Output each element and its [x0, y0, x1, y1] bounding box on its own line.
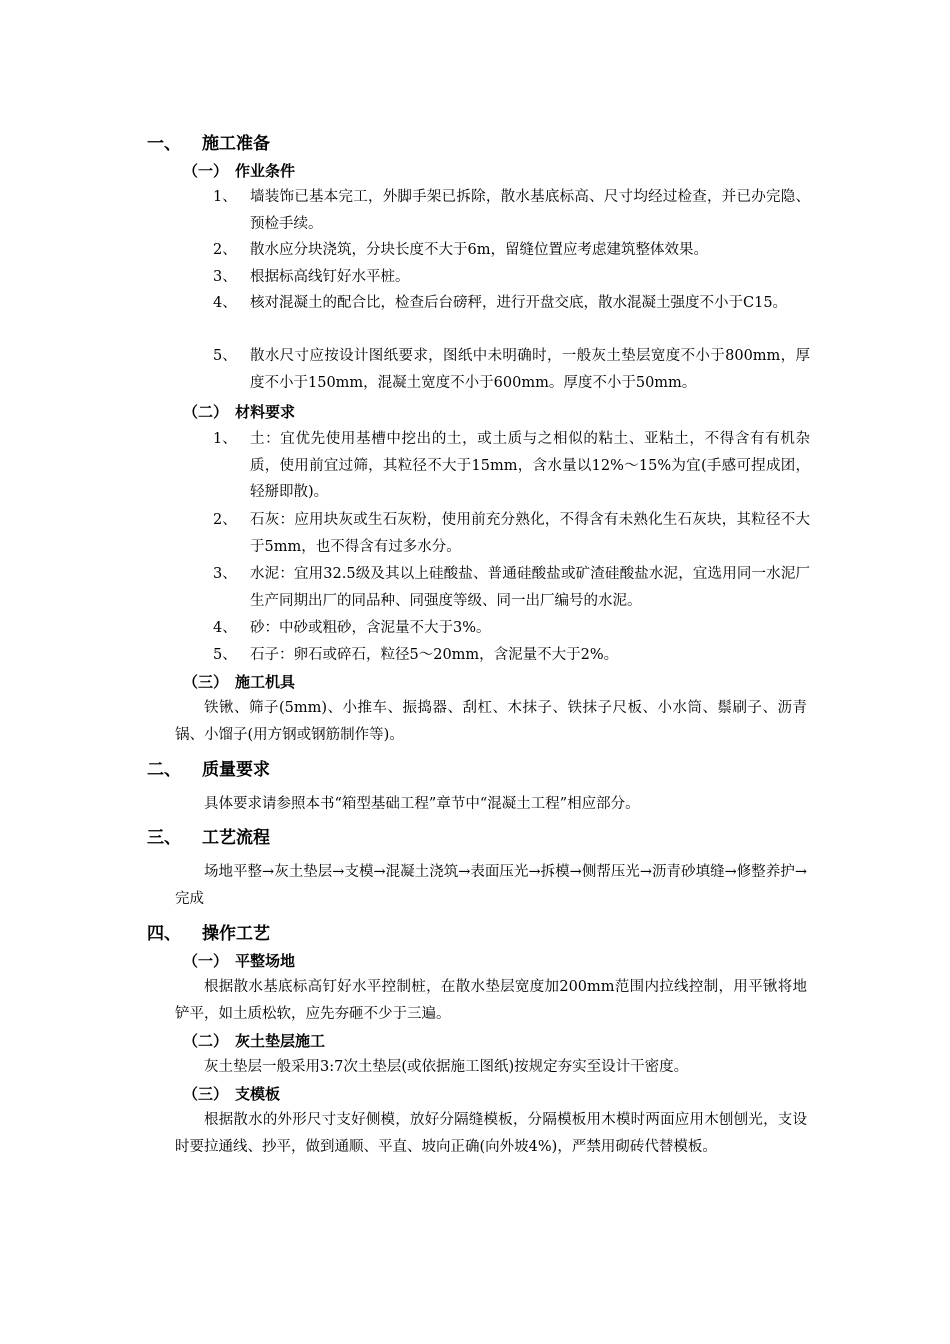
section-number: 四、	[147, 924, 181, 944]
subsection-number: （二）	[183, 1032, 229, 1050]
item-text: 根据标高线钉好水平桩。	[250, 269, 410, 285]
section-title: 工艺流程	[202, 828, 270, 848]
subsection-title: 平整场地	[235, 952, 296, 970]
item-number: 3、	[213, 269, 237, 285]
item-text: 石子：卵石或碎石，粒径5～20mm，含泥量不大于2%。	[250, 647, 619, 663]
subsection-number: （三）	[183, 1085, 229, 1103]
item-number: 4、	[213, 620, 237, 636]
subsection-number: （一）	[183, 162, 229, 180]
section-title: 质量要求	[202, 760, 270, 780]
item-number: 5、	[213, 348, 237, 364]
item-number: 5、	[213, 647, 237, 663]
subsection-title: 材料要求	[235, 403, 296, 421]
subsection-number: （二）	[183, 403, 229, 421]
item-number: 3、	[213, 566, 237, 582]
subsection-title: 灰土垫层施工	[235, 1032, 326, 1050]
item-text: 散水尺寸应按设计图纸要求，图纸中未明确时，一般灰土垫层宽度不小于800mm，厚度不小于150mm，混凝土宽度不小于600mm。厚度不小于50mm。	[250, 348, 810, 391]
paragraph: 铁锹、筛子(5mm)、小推车、振捣器、刮杠、木抹子、铁抹子尺板、小水筒、鬃刷子、沥青锅、小馏子(用方钢或钢筋制作等)。	[175, 700, 807, 743]
item-number: 2、	[213, 512, 237, 528]
item-number: 1、	[213, 431, 237, 447]
item-number: 4、	[213, 295, 237, 311]
subsection-number: （三）	[183, 673, 229, 691]
paragraph: 场地平整→灰土垫层→支模→混凝土浇筑→表面压光→拆模→侧帮压光→沥青砂填缝→修整养护→完成	[175, 864, 807, 907]
subsection-title: 作业条件	[235, 162, 296, 180]
section-title: 施工准备	[202, 134, 270, 154]
item-text: 核对混凝土的配合比，检查后台磅秤，进行开盘交底，散水混凝土强度不小于C15。	[250, 295, 788, 311]
paragraph: 具体要求请参照本书“箱型基础工程”章节中“混凝土工程”相应部分。	[204, 796, 640, 812]
item-text: 水泥：宜用32.5级及其以上硅酸盐、普通硅酸盐或矿渣硅酸盐水泥，宜选用同一水泥厂生产同期出厂的同品种、同强度等级、同一出厂编号的水泥。	[250, 566, 810, 609]
subsection-title: 施工机具	[235, 673, 296, 691]
paragraph: 灰土垫层一般采用3:7次土垫层(或依据施工图纸)按规定夯实至设计干密度。	[204, 1059, 689, 1075]
item-text: 土：宜优先使用基槽中挖出的土，或土质与之相似的粘土、亚粘土，不得含有有机杂质，使用前宜过筛，其粒径不大于15mm，含水量以12%～15%为宜(手感可捏成团，轻掰即散)。	[250, 431, 810, 500]
section-number: 三、	[147, 828, 181, 848]
item-text: 散水应分块浇筑，分块长度不大于6m，留缝位置应考虑建筑整体效果。	[250, 242, 708, 258]
item-text: 石灰：应用块灰或生石灰粉，使用前充分熟化，不得含有未熟化生石灰块，其粒径不大于5mm，也不得含有过多水分。	[250, 512, 810, 555]
paragraph: 根据散水的外形尺寸支好侧模，放好分隔缝模板，分隔模板用木模时两面应用木刨刨光，支设时要拉通线、抄平，做到通顺、平直、坡向正确(向外坡4%)，严禁用砌砖代替模板。	[175, 1112, 807, 1155]
item-text: 砂：中砂或粗砂，含泥量不大于3%。	[250, 620, 491, 636]
item-number: 2、	[213, 242, 237, 258]
item-number: 1、	[213, 189, 237, 205]
section-title: 操作工艺	[202, 924, 270, 944]
paragraph: 根据散水基底标高钉好水平控制桩，在散水垫层宽度加200mm范围内拉线控制，用平锹将地铲平，如土质松软，应先夯砸不少于三遍。	[175, 979, 807, 1022]
section-number: 二、	[147, 760, 181, 780]
section-number: 一、	[147, 134, 181, 154]
item-text: 墙装饰已基本完工，外脚手架已拆除，散水基底标高、尺寸均经过检查，并已办完隐、预检手续。	[250, 189, 810, 232]
subsection-number: （一）	[183, 952, 229, 970]
subsection-title: 支模板	[235, 1085, 281, 1103]
